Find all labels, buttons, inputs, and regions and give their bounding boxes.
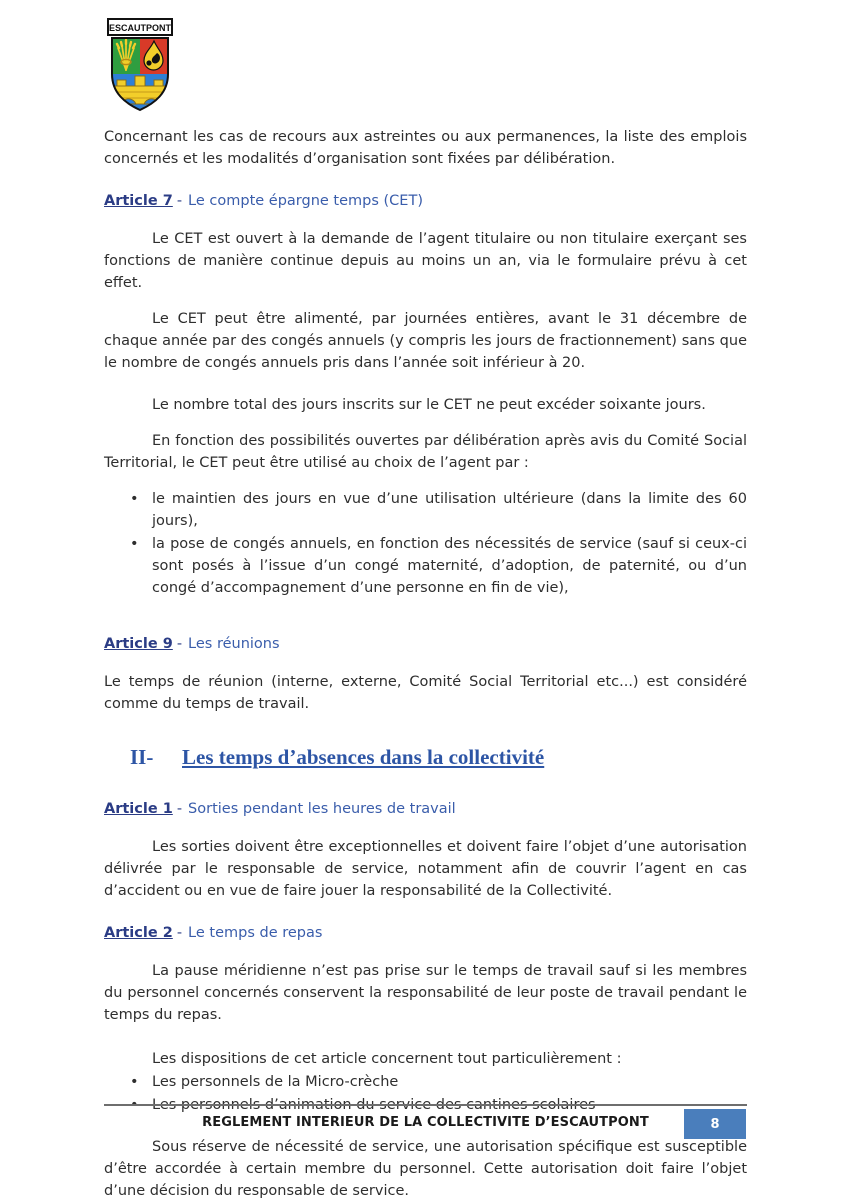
article-7-label: Article 7 bbox=[104, 193, 173, 209]
section-2-numeral: II- bbox=[130, 745, 154, 769]
article-9-label: Article 9 bbox=[104, 636, 173, 652]
article-2-dash: - bbox=[176, 925, 183, 941]
article-2-heading bbox=[104, 922, 747, 944]
page-number-badge: 8 bbox=[684, 1109, 746, 1139]
list-item: • le maintien des jours en vue d’une utilisation ultérieure (dans la limite des 60 jours), bbox=[152, 488, 747, 532]
cet-usage-bullet-list bbox=[104, 488, 747, 599]
list-item: • la pose de congés annuels, en fonction des nécessités de service (sauf si ceux-ci sont posés à l’issue d’un congé maternité, d’adoption, de paternité, ou d’un congé d’accompagnement d’une personne en fin de vie), bbox=[152, 533, 747, 599]
paragraph-sous-reserve: Sous réserve de nécessité de service, une autorisation spécifique est susceptible d’être accordée à certain membre du personnel. Cette autorisation doit faire l’objet d’une décision du responsable de service. bbox=[104, 1139, 747, 1199]
paragraph-cet-alimentation: Le CET peut être alimenté, par journées entières, avant le 31 décembre de chaque année par des congés annuels (y compris les jours de fractionnement) sans que le nombre de congés annuels pris dans l’année soit inférieur à 20. bbox=[104, 311, 747, 371]
article-2-label: Article 2 bbox=[104, 925, 173, 941]
paragraph-sorties: Les sorties doivent être exceptionnelles et doivent faire l’objet d’une autorisation délivrée par le responsable de service, notamment afin de couvrir l’agent en cas d’accident ou en vue de faire jouer la responsabilité de la Collectivité. bbox=[104, 839, 747, 899]
bridge-icon bbox=[114, 76, 166, 104]
article-9-title: Les réunions bbox=[188, 636, 280, 652]
escautpont-coat-of-arms-icon bbox=[104, 18, 176, 114]
article-1-title: Sorties pendant les heures de travail bbox=[188, 801, 456, 817]
article-1-dash: - bbox=[176, 801, 183, 817]
paragraph-cet-possibilites: En fonction des possibilités ouvertes par délibération après avis du Comité Social Territorial, le CET peut être utilisé au choix de l’agent par : bbox=[104, 433, 747, 471]
article-1-label: Article 1 bbox=[104, 801, 173, 817]
page-content bbox=[104, 18, 747, 1200]
article-9-heading bbox=[104, 633, 747, 655]
list-item: • Les personnels de la Micro-crèche bbox=[152, 1071, 747, 1093]
logo-banner-text: ESCAUTPONT bbox=[108, 23, 172, 33]
paragraph-cet-ouverture: Le CET est ouvert à la demande de l’agent titulaire ou non titulaire exerçant ses fonctions de manière continue depuis au moins un an, via le formulaire prévu à cet effet. bbox=[104, 231, 747, 291]
paragraph-cet-total: Le nombre total des jours inscrits sur le CET ne peut excéder soixante jours. bbox=[152, 397, 706, 413]
article-7-heading bbox=[104, 190, 747, 212]
article-2-title: Le temps de repas bbox=[188, 925, 323, 941]
footer-title: REGLEMENT INTERIEUR DE LA COLLECTIVITE D’ESCAUTPONT bbox=[202, 1115, 649, 1130]
article-9-dash: - bbox=[176, 636, 183, 652]
paragraph-pause-meridienne: La pause méridienne n’est pas prise sur le temps de travail sauf si les membres du personnel concernés conservent la responsabilité de leur poste de travail pendant le temps du repas. bbox=[104, 963, 747, 1023]
paragraph-dispositions: Les dispositions de cet article concernent tout particulièrement : bbox=[152, 1051, 622, 1067]
section-2-heading bbox=[104, 745, 747, 770]
section-2-title: Les temps d’absences dans la collectivité bbox=[182, 745, 545, 769]
page-footer bbox=[104, 1104, 747, 1130]
article-1-heading bbox=[104, 798, 747, 820]
article-7-title: Le compte épargne temps (CET) bbox=[188, 193, 423, 209]
list-item: • Les personnels d’animation du service des cantines scolaires bbox=[152, 1094, 747, 1116]
article-7-dash: - bbox=[176, 193, 183, 209]
paragraph-reunions: Le temps de réunion (interne, externe, Comité Social Territorial etc...) est considéré comme du temps de travail. bbox=[104, 674, 747, 712]
paragraph-intro-astreintes: Concernant les cas de recours aux astreintes ou aux permanences, la liste des emplois concernés et les modalités d’organisation sont fixées par délibération. bbox=[104, 129, 747, 167]
